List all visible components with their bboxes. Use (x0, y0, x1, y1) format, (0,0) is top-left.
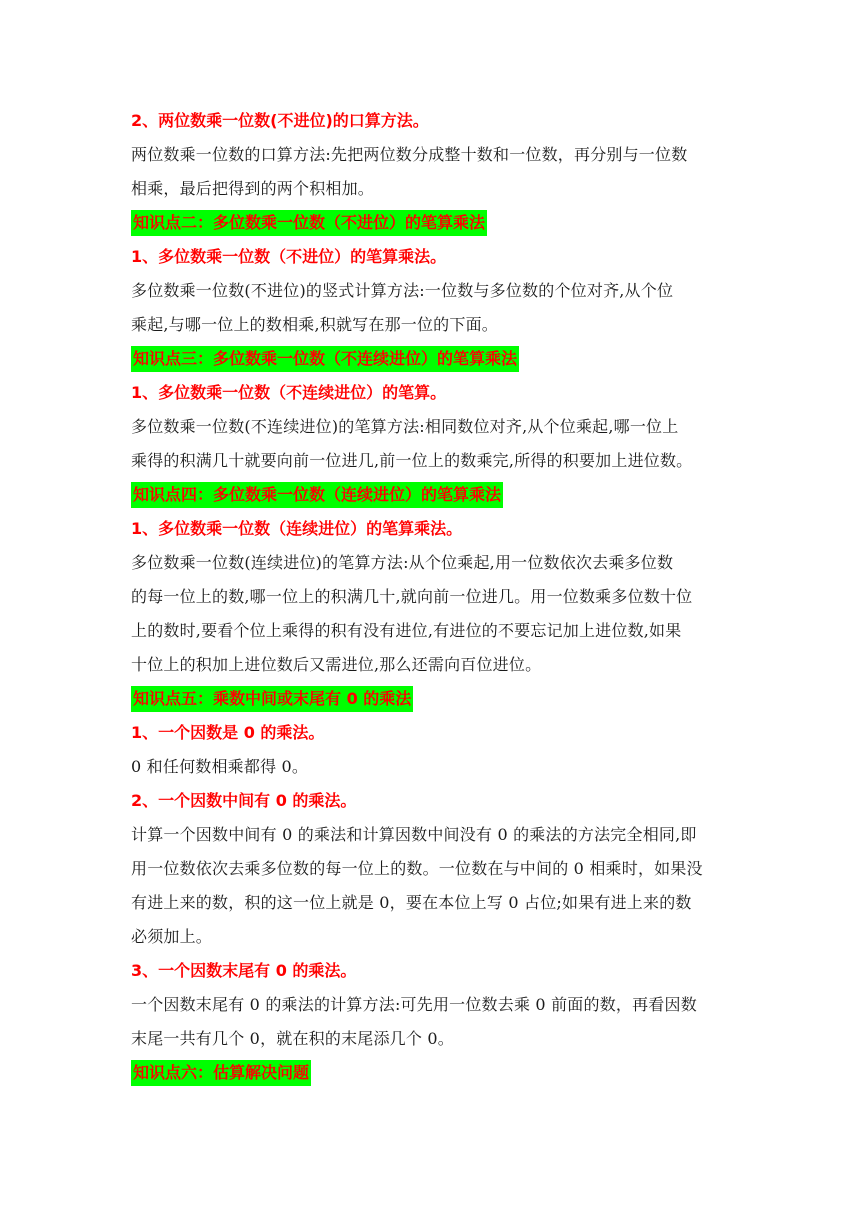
knowledge-point-row (131, 342, 731, 376)
paragraph-line: 多位数乘一位数(不连续进位)的笔算方法:相同数位对齐,从个位乘起,哪一位上 (131, 417, 679, 436)
knowledge-point-banner: 知识点六：估算解决问题 (131, 1060, 311, 1086)
paragraph-line: 上的数时,要看个位上乘得的积有没有进位,有进位的不要忘记加上进位数,如果 (131, 621, 682, 640)
document-content (131, 104, 731, 1090)
paragraph-line: 相乘，最后把得到的两个积相加。 (131, 179, 375, 198)
paragraph-line: 的每一位上的数,哪一位上的积满几十,就向前一位进几。用一位数乘多位数十位 (131, 587, 693, 606)
paragraph-line: 乘得的积满几十就要向前一位进几,前一位上的数乘完,所得的积要加上进位数。 (131, 451, 693, 470)
paragraph-line: 用一位数依次去乘多位数的每一位上的数。一位数在与中间的 0 相乘时，如果没 (131, 859, 703, 878)
paragraph-line: 有进上来的数，积的这一位上就是 0，要在本位上写 0 占位;如果有进上来的数 (131, 893, 692, 912)
paragraph-line: 一个因数末尾有 0 的乘法的计算方法:可先用一位数去乘 0 前面的数，再看因数 (131, 995, 697, 1014)
section-heading: 1、一个因数是 0 的乘法。 (131, 723, 325, 742)
paragraph-line: 十位上的积加上进位数后又需进位,那么还需向百位进位。 (131, 655, 542, 674)
section-heading: 1、多位数乘一位数（不连续进位）的笔算。 (131, 383, 447, 402)
section-heading: 3、一个因数末尾有 0 的乘法。 (131, 961, 357, 980)
knowledge-point-banner: 知识点三：多位数乘一位数（不连续进位）的笔算乘法 (131, 346, 519, 372)
section-heading: 1、多位数乘一位数（连续进位）的笔算乘法。 (131, 519, 463, 538)
section-heading: 2、一个因数中间有 0 的乘法。 (131, 791, 357, 810)
knowledge-point-row (131, 478, 731, 512)
paragraph-line: 多位数乘一位数(连续进位)的笔算方法:从个位乘起,用一位数依次去乘多位数 (131, 553, 674, 572)
paragraph-line: 乘起,与哪一位上的数相乘,积就写在那一位的下面。 (131, 315, 498, 334)
knowledge-point-row (131, 1056, 731, 1090)
paragraph-line: 必须加上。 (131, 927, 213, 946)
paragraph-line: 两位数乘一位数的口算方法:先把两位数分成整十数和一位数，再分别与一位数 (131, 145, 688, 164)
paragraph-line: 0 和任何数相乘都得 0。 (131, 757, 309, 776)
knowledge-point-banner: 知识点五：乘数中间或末尾有 0 的乘法 (131, 686, 413, 712)
paragraph-line: 计算一个因数中间有 0 的乘法和计算因数中间没有 0 的乘法的方法完全相同,即 (131, 825, 697, 844)
section-heading: 1、多位数乘一位数（不进位）的笔算乘法。 (131, 247, 447, 266)
knowledge-point-row (131, 206, 731, 240)
knowledge-point-banner: 知识点二：多位数乘一位数（不进位）的笔算乘法 (131, 210, 487, 236)
section-heading: 2、两位数乘一位数(不进位)的口算方法。 (131, 111, 429, 130)
paragraph-line: 多位数乘一位数(不进位)的竖式计算方法:一位数与多位数的个位对齐,从个位 (131, 281, 674, 300)
knowledge-point-banner: 知识点四：多位数乘一位数（连续进位）的笔算乘法 (131, 482, 503, 508)
paragraph-line: 末尾一共有几个 0，就在积的末尾添几个 0。 (131, 1029, 454, 1048)
knowledge-point-row (131, 682, 731, 716)
